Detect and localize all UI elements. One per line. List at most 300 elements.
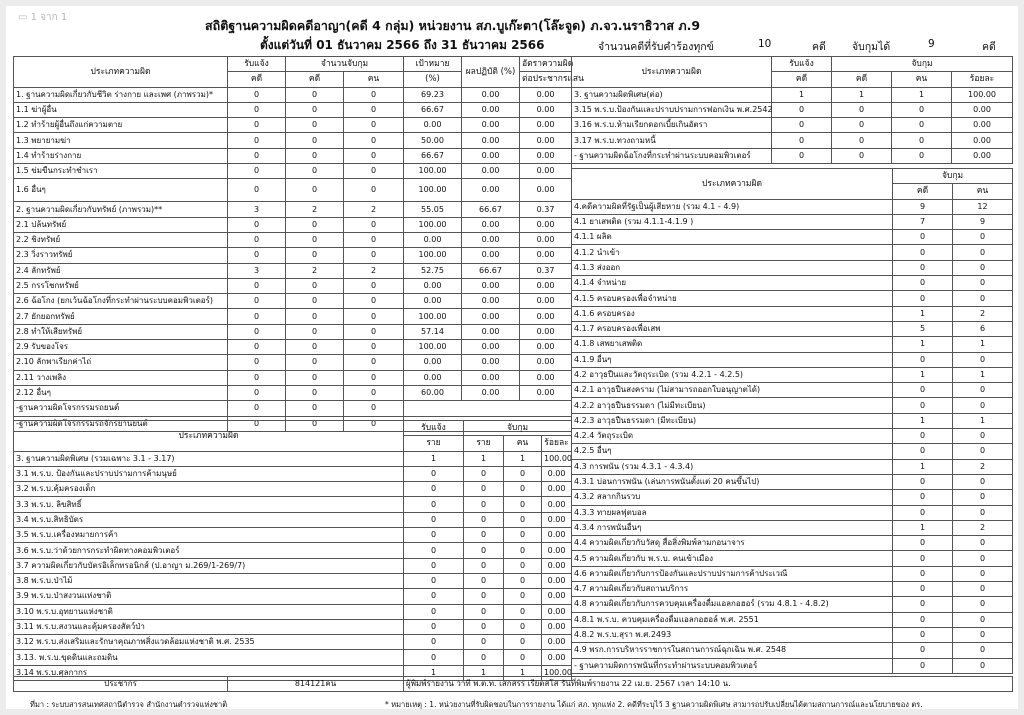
state-victim-label-cell: 4.1.2 นำเข้า: [572, 245, 893, 260]
state-victim-label-cell: 4.3.1 บ่อนการพนัน (เล่นการพนันตั้งแต่ 20 คนขึ้นไป): [572, 474, 893, 489]
special-crime-value-cell: 1: [504, 451, 542, 466]
left-table-value-cell: 0.00: [462, 340, 520, 355]
special-crime-value-cell: 0.00: [542, 589, 572, 604]
rt-header-person: คน: [892, 72, 952, 87]
left-table-value-cell: 66.67: [462, 263, 520, 278]
special-crime-value-cell: 1: [404, 665, 464, 680]
special-crime-value-cell: 0.00: [542, 635, 572, 650]
state-victim-value-cell: 0: [893, 352, 953, 367]
special-header-person: คน: [504, 436, 542, 451]
report-period: ตั้งแต่วันที่ 01 ธันวาคม 2566 ถึง 31 ธันวาคม 2566: [260, 38, 545, 52]
left-table-value-cell: 0: [286, 232, 344, 247]
special-crime-value-cell: 0: [464, 604, 504, 619]
left-table-label-cell: 2. ฐานความผิดเกี่ยวกับทรัพย์ (ภาพรวม)**: [14, 202, 228, 217]
header-received: รับแจ้ง: [228, 57, 286, 72]
special-crime-cont-label-cell: - ฐานความผิดฉ้อโกงที่กระทำผ่านระบบคอมพิวเตอร์: [572, 148, 772, 163]
special-crime-cont-value-cell: 0: [892, 102, 952, 117]
special-crime-cont-value-cell: 0: [772, 133, 832, 148]
left-table-value-cell: 0: [228, 164, 286, 179]
population-row: [13, 676, 1013, 692]
special-header-item: ราย: [404, 436, 464, 451]
cases-received-value: 10: [758, 38, 772, 50]
left-table-value-cell: 100.00: [404, 179, 462, 202]
left-table-value-cell: 0.00: [520, 340, 572, 355]
special-crime-cont-value-cell: 0: [772, 102, 832, 117]
state-victim-row: [572, 199, 1013, 214]
special-crime-value-cell: 0.00: [542, 497, 572, 512]
left-table-value-cell: 0.00: [520, 355, 572, 370]
population-label: ประชากร: [14, 677, 228, 692]
special-crime-label-cell: 3.12 พ.ร.บ.ส่งเสริมและรักษาคุณภาพสิ่งแวดล้อมแห่งชาติ พ.ศ. 2535: [14, 635, 404, 650]
state-victim-row: [572, 214, 1013, 229]
left-table-value-cell: 0.00: [404, 278, 462, 293]
vehicle-theft-value-cell: 0: [344, 401, 404, 416]
left-table-value-cell: 3: [228, 263, 286, 278]
left-table-label-cell: 2.5 กรรโชกทรัพย์: [14, 278, 228, 293]
left-table-value-cell: 0.00: [462, 294, 520, 309]
state-victim-row: [572, 505, 1013, 520]
special-crime-cont-value-cell: 0: [772, 148, 832, 163]
special-crime-cont-value-cell: 1: [772, 87, 832, 102]
left-table-value-cell: 0: [286, 324, 344, 339]
state-victim-value-cell: 0: [893, 276, 953, 291]
special-crime-label-cell: 3.6 พ.ร.บ.ว่าด้วยการกระทำผิดทางคอมพิวเตอร์: [14, 543, 404, 558]
special-crime-cont-label-cell: 3.15 พ.ร.บ.ป้องกันและปราบปรามการฟอกเงิน พ.ศ.2542: [572, 102, 772, 117]
vehicle-theft-value-cell: 0: [286, 401, 344, 416]
state-victim-value-cell: 1: [953, 367, 1013, 382]
special-crime-cont-label-cell: 3.16 พ.ร.บ.ห้ามเรียกดอกเบี้ยเกินอัตรา: [572, 118, 772, 133]
state-victim-row: [572, 429, 1013, 444]
special-crime-label-cell: 3.11 พ.ร.บ.สงวนและคุ้มครองสัตว์ป่า: [14, 619, 404, 634]
special-crime-row: [14, 543, 572, 558]
special-crime-value-cell: 0: [404, 482, 464, 497]
left-table-row: [14, 87, 572, 102]
left-table-value-cell: 0: [344, 164, 404, 179]
left-table-value-cell: 60.00: [404, 385, 462, 400]
state-victim-value-cell: 1: [893, 306, 953, 321]
header-per-pop: ต่อประชากรแสน: [520, 72, 572, 87]
state-victim-label-cell: 4.3.2 สลากกินรวบ: [572, 490, 893, 505]
left-table-value-cell: 100.00: [404, 217, 462, 232]
left-table-label-cell: 2.12 อื่นๆ: [14, 385, 228, 400]
special-crime-cont-row: [572, 102, 1013, 117]
special-crime-row: [14, 573, 572, 588]
header-person: คน: [344, 72, 404, 87]
special-crime-value-cell: 0: [504, 497, 542, 512]
left-table-label-cell: 1. ฐานความผิดเกี่ยวกับชีวิต ร่างกาย และเพศ (ภาพรวม)*: [14, 87, 228, 102]
special-crime-value-cell: 0.00: [542, 558, 572, 573]
left-table-value-cell: 0.00: [520, 370, 572, 385]
empty-cell: [404, 401, 572, 416]
state-victim-value-cell: 0: [953, 490, 1013, 505]
state-victim-row: [572, 306, 1013, 321]
state-victim-value-cell: 1: [893, 413, 953, 428]
special-crime-label-cell: 3.7 ความผิดเกี่ยวกับบัตรอิเล็กทรอนิกส์ (ป.อาญา ม.269/1-269/7): [14, 558, 404, 573]
state-victim-label-cell: 4.2.5 อื่นๆ: [572, 444, 893, 459]
left-table-row: [14, 294, 572, 309]
special-crime-cont-row: [572, 118, 1013, 133]
state-victim-row: [572, 383, 1013, 398]
left-table-row: [14, 324, 572, 339]
left-table-value-cell: 0.00: [404, 370, 462, 385]
state-victim-value-cell: 12: [953, 199, 1013, 214]
special-crime-row: [14, 604, 572, 619]
left-table-row: [14, 263, 572, 278]
left-table-row: [14, 164, 572, 179]
special-crime-value-cell: 0: [504, 558, 542, 573]
left-table-value-cell: 0: [228, 118, 286, 133]
left-table-value-cell: 0: [228, 309, 286, 324]
left-table-row: [14, 309, 572, 324]
rt-header-received: รับแจ้ง: [772, 57, 832, 72]
special-crime-value-cell: 0: [404, 589, 464, 604]
special-crime-row: [14, 558, 572, 573]
rb-header-case: คดี: [893, 184, 953, 199]
special-crime-row: [14, 589, 572, 604]
left-table-value-cell: 0.00: [520, 102, 572, 117]
special-crime-value-cell: 0: [504, 512, 542, 527]
state-victim-value-cell: 0: [893, 490, 953, 505]
left-table-value-cell: 0: [286, 370, 344, 385]
special-crime-value-cell: 0: [464, 650, 504, 665]
left-table-value-cell: 0: [286, 102, 344, 117]
left-table-value-cell: 0.00: [462, 102, 520, 117]
state-victim-value-cell: 5: [893, 321, 953, 336]
special-crime-value-cell: 0.00: [542, 528, 572, 543]
state-victim-label-cell: 4.คดีความผิดที่รัฐเป็นผู้เสียหาย (รวม 4.1 - 4.9): [572, 199, 893, 214]
left-table-value-cell: 0: [344, 148, 404, 163]
special-crime-value-cell: 0: [464, 589, 504, 604]
left-table-value-cell: 0: [286, 294, 344, 309]
state-victim-value-cell: 0: [953, 627, 1013, 642]
state-victim-value-cell: 1: [893, 520, 953, 535]
left-table-value-cell: 50.00: [404, 133, 462, 148]
cases-arrested-label: จับกุมได้: [852, 41, 891, 53]
special-crime-row: [14, 497, 572, 512]
special-crime-value-cell: 0: [464, 466, 504, 481]
vehicle-theft-label-cell: -ฐานความผิดโจรกรรมรถยนต์: [14, 401, 228, 416]
state-victim-value-cell: 2: [953, 459, 1013, 474]
left-table-value-cell: 100.00: [404, 164, 462, 179]
left-table-label-cell: 2.7 ยักยอกทรัพย์: [14, 309, 228, 324]
left-table-value-cell: 55.05: [404, 202, 462, 217]
rt-header-case: คดี: [772, 72, 832, 87]
state-victim-label-cell: 4.2.3 อาวุธปืนธรรมดา (มีทะเบียน): [572, 413, 893, 428]
left-table-value-cell: 0: [228, 340, 286, 355]
state-victim-row: [572, 490, 1013, 505]
left-table-value-cell: 0.00: [462, 164, 520, 179]
state-victim-row: [572, 444, 1013, 459]
left-table-value-cell: 0: [344, 87, 404, 102]
special-crime-cont-value-cell: 0.00: [952, 133, 1013, 148]
cases-unit-1: คดี: [812, 41, 826, 53]
header-case-2: คดี: [286, 72, 344, 87]
left-table-value-cell: 2: [344, 263, 404, 278]
state-victim-value-cell: 0: [953, 658, 1013, 673]
left-table-value-cell: 0.00: [520, 278, 572, 293]
special-crime-value-cell: 0: [404, 604, 464, 619]
special-crime-value-cell: 0.00: [542, 543, 572, 558]
special-crime-value-cell: 0: [404, 543, 464, 558]
left-table-label-cell: 1.4 ทำร้ายร่างกาย: [14, 148, 228, 163]
cases-unit-2: คดี: [982, 41, 996, 53]
left-table-value-cell: 0: [228, 385, 286, 400]
left-table-value-cell: 0.00: [462, 232, 520, 247]
state-victim-value-cell: 0: [953, 230, 1013, 245]
left-table-value-cell: 66.67: [404, 148, 462, 163]
special-crime-row: [14, 482, 572, 497]
state-victim-value-cell: 0: [893, 245, 953, 260]
left-table-label-cell: 2.10 ลักพาเรียกค่าไถ่: [14, 355, 228, 370]
page-icon: ▭: [18, 12, 28, 23]
state-victim-value-cell: 0: [893, 582, 953, 597]
special-crime-value-cell: 0.00: [542, 604, 572, 619]
rb-header-type: ประเภทความผิด: [572, 169, 893, 200]
state-victim-value-cell: 0: [893, 474, 953, 489]
state-victim-value-cell: 0: [953, 474, 1013, 489]
state-victim-value-cell: 2: [953, 306, 1013, 321]
state-victim-label-cell: 4.8.1 พ.ร.บ. ควบคุมเครื่องดื่มแอลกอฮอล์ พ.ศ. 2551: [572, 612, 893, 627]
state-victim-row: [572, 367, 1013, 382]
state-victim-label-cell: 4.2.2 อาวุธปืนธรรมดา (ไม่มีทะเบียน): [572, 398, 893, 413]
left-table-value-cell: 0: [228, 87, 286, 102]
left-table-value-cell: 0: [344, 309, 404, 324]
left-table-value-cell: 66.67: [462, 202, 520, 217]
state-victim-row: [572, 337, 1013, 352]
left-table-value-cell: 0: [344, 294, 404, 309]
special-crime-value-cell: 0: [504, 528, 542, 543]
left-table-value-cell: 0: [286, 164, 344, 179]
left-table-value-cell: 0.00: [462, 148, 520, 163]
vehicle-theft-label-cell: -ฐานความผิดโจรกรรมรถจักรยานยนต์: [14, 416, 228, 431]
left-table-value-cell: 0.00: [520, 232, 572, 247]
special-header-type: ประเภทความผิด: [14, 421, 404, 452]
state-victim-label-cell: 4.8.2 พ.ร.บ.สุรา พ.ศ.2493: [572, 627, 893, 642]
state-victim-label-cell: - ฐานความผิดการพนันที่กระทำผ่านระบบคอมพิวเตอร์: [572, 658, 893, 673]
state-victim-label-cell: 4.6 ความผิดเกี่ยวกับการป้องกันและปราบปรามการค้าประเวณี: [572, 566, 893, 581]
special-header-item-2: ราย: [464, 436, 504, 451]
left-table-row: [14, 102, 572, 117]
left-table-value-cell: 0: [286, 118, 344, 133]
state-victim-value-cell: 0: [893, 291, 953, 306]
state-victim-value-cell: 0: [893, 627, 953, 642]
special-crime-value-cell: 1: [464, 665, 504, 680]
left-table-value-cell: 0: [286, 87, 344, 102]
state-victim-value-cell: 0: [953, 260, 1013, 275]
footnote-source: ที่มา : ระบบสารสนเทศสถานีตำรวจ สำนักงานตำรวจแห่งชาติ: [30, 700, 228, 709]
left-table-value-cell: 0.00: [520, 217, 572, 232]
special-crime-value-cell: 0.00: [542, 573, 572, 588]
left-table-value-cell: 0.00: [520, 294, 572, 309]
left-table-label-cell: 2.2 ชิงทรัพย์: [14, 232, 228, 247]
state-victim-row: [572, 643, 1013, 658]
state-victim-value-cell: 0: [953, 383, 1013, 398]
state-victim-value-cell: 0: [893, 643, 953, 658]
footnote-remark: * หมายเหตุ : 1. หน่วยงานที่รับผิดชอบในการรายงาน ได้แก่ สภ. ทุกแห่ง 2. คดีที่ระบุไว้ 3 ฐานความผิดพิเศษ สามารถปรับเปลี่ยนได้ตามสถานการณ์และนโยบายของ ตร.: [385, 700, 923, 709]
state-victim-value-cell: 1: [893, 459, 953, 474]
left-table-value-cell: 0: [344, 278, 404, 293]
special-crime-cont-row: [572, 133, 1013, 148]
left-table-label-cell: 2.4 ลักทรัพย์: [14, 263, 228, 278]
special-crime-cont-label-cell: 3.17 พ.ร.บ.ทวงถามหนี้: [572, 133, 772, 148]
special-crime-cont-value-cell: 0.00: [952, 118, 1013, 133]
left-table-row: [14, 217, 572, 232]
left-table-value-cell: 0.00: [462, 248, 520, 263]
state-victim-value-cell: 0: [953, 505, 1013, 520]
left-table-value-cell: 0: [228, 294, 286, 309]
special-crime-value-cell: 1: [404, 451, 464, 466]
special-crime-row: [14, 466, 572, 481]
header-result: ผลปฏิบัติ (%): [462, 57, 520, 88]
special-crime-value-cell: 0: [504, 619, 542, 634]
left-table-value-cell: 0: [286, 148, 344, 163]
special-crime-table-continued: [571, 56, 1013, 164]
state-victim-value-cell: 0: [953, 352, 1013, 367]
special-crime-cont-value-cell: 0.00: [952, 148, 1013, 163]
special-crime-label-cell: 3.3 พ.ร.บ. ลิขสิทธิ์: [14, 497, 404, 512]
special-crime-value-cell: 0: [504, 482, 542, 497]
left-table-value-cell: 0.00: [520, 179, 572, 202]
special-crime-value-cell: 0.00: [542, 466, 572, 481]
special-crime-table: [13, 420, 572, 681]
special-crime-cont-label-cell: 3. ฐานความผิดพิเศษ(ต่อ): [572, 87, 772, 102]
left-table-value-cell: 0.37: [520, 263, 572, 278]
left-table-value-cell: 0.00: [520, 118, 572, 133]
state-victim-label-cell: 4.1 ยาเสพติด (รวม 4.1.1-4.1.9 ): [572, 214, 893, 229]
rb-header-arrest: จับกุม: [893, 169, 1013, 184]
special-crime-cont-row: [572, 148, 1013, 163]
state-victim-value-cell: 2: [953, 520, 1013, 535]
special-crime-label-cell: 3.9 พ.ร.บ.ป่าสงวนแห่งชาติ: [14, 589, 404, 604]
state-victim-value-cell: 0: [893, 383, 953, 398]
left-table-value-cell: 0: [228, 148, 286, 163]
state-victim-row: [572, 597, 1013, 612]
left-table-row: [14, 370, 572, 385]
special-crime-value-cell: 0: [404, 558, 464, 573]
special-crime-value-cell: 0: [404, 528, 464, 543]
left-table-value-cell: 0.00: [520, 248, 572, 263]
state-victim-row: [572, 474, 1013, 489]
left-table-row: [14, 148, 572, 163]
special-crime-value-cell: 0: [464, 573, 504, 588]
state-victim-value-cell: 1: [893, 367, 953, 382]
left-table-value-cell: 0: [286, 179, 344, 202]
special-crime-row: [14, 650, 572, 665]
left-table-value-cell: 0: [228, 232, 286, 247]
left-table-label-cell: 1.6 อื่นๆ: [14, 179, 228, 202]
left-table-value-cell: 0: [344, 340, 404, 355]
left-table-row: [14, 355, 572, 370]
state-victim-label-cell: 4.7 ความผิดเกี่ยวกับสถานบริการ: [572, 582, 893, 597]
special-crime-label-cell: 3.14 พ.ร.บ.ศุลกากร: [14, 665, 404, 680]
left-table-value-cell: 0.00: [520, 133, 572, 148]
special-crime-value-cell: 0: [504, 466, 542, 481]
special-crime-value-cell: 0: [504, 650, 542, 665]
left-table-value-cell: 0.00: [462, 217, 520, 232]
special-crime-value-cell: 100.00: [542, 451, 572, 466]
rb-header-person: คน: [953, 184, 1013, 199]
special-crime-row: [14, 512, 572, 527]
state-victim-value-cell: 0: [953, 429, 1013, 444]
special-crime-value-cell: 0: [404, 497, 464, 512]
special-crime-row: [14, 619, 572, 634]
cases-received-label: จำนวนคดีที่รับคำร้องทุกข์: [598, 41, 714, 53]
state-victim-crime-table: [571, 168, 1013, 674]
special-header-percent: ร้อยละ: [542, 436, 572, 451]
state-victim-value-cell: 9: [953, 214, 1013, 229]
left-table-label-cell: 1.5 ข่มขืนกระทำชำเรา: [14, 164, 228, 179]
special-crime-value-cell: 0: [464, 482, 504, 497]
state-victim-label-cell: 4.1.6 ครอบครอง: [572, 306, 893, 321]
special-crime-value-cell: 0.00: [542, 482, 572, 497]
left-table-row: [14, 340, 572, 355]
page-indicator: [18, 10, 67, 25]
population-value: 814121คน: [228, 677, 404, 692]
state-victim-value-cell: 0: [893, 260, 953, 275]
special-crime-row: [14, 635, 572, 650]
state-victim-row: [572, 321, 1013, 336]
left-table-row: [14, 385, 572, 400]
left-table-value-cell: 66.67: [404, 102, 462, 117]
special-crime-cont-value-cell: 0: [772, 118, 832, 133]
special-header-arrest: จับกุม: [464, 421, 572, 436]
state-victim-value-cell: 0: [893, 551, 953, 566]
header-percent: (%): [404, 72, 462, 87]
state-victim-row: [572, 230, 1013, 245]
left-table-row: [14, 202, 572, 217]
state-victim-label-cell: 4.2.1 อาวุธปืนสงคราม (ไม่สามารถออกใบอนุญาตได้): [572, 383, 893, 398]
left-table-value-cell: 0: [228, 217, 286, 232]
left-table-row: [14, 232, 572, 247]
state-victim-value-cell: 0: [953, 276, 1013, 291]
left-table-value-cell: 0: [228, 102, 286, 117]
left-table-label-cell: 2.9 รับของโจร: [14, 340, 228, 355]
special-crime-value-cell: 0: [404, 635, 464, 650]
left-table-value-cell: 2: [344, 202, 404, 217]
left-table-value-cell: 0.00: [462, 179, 520, 202]
left-table-value-cell: 0.00: [462, 324, 520, 339]
vehicle-theft-value-cell: 0: [344, 416, 404, 431]
state-victim-label-cell: 4.1.8 เสพยาเสพติด: [572, 337, 893, 352]
left-table-value-cell: 0: [344, 217, 404, 232]
special-crime-label-cell: 3. ฐานความผิดพิเศษ (รวมเฉพาะ 3.1 - 3.17): [14, 451, 404, 466]
left-table-value-cell: 0: [344, 133, 404, 148]
state-victim-row: [572, 551, 1013, 566]
left-table-label-cell: 2.3 วิ่งราวทรัพย์: [14, 248, 228, 263]
state-victim-label-cell: 4.4 ความผิดเกี่ยวกับวัสดุ สื่อสิ่งพิมพ์ลามกอนาจาร: [572, 536, 893, 551]
state-victim-value-cell: 6: [953, 321, 1013, 336]
special-crime-value-cell: 0: [404, 466, 464, 481]
left-table-value-cell: 0.00: [404, 355, 462, 370]
state-victim-label-cell: 4.3 การพนัน (รวม 4.3.1 - 4.3.4): [572, 459, 893, 474]
special-crime-cont-value-cell: 0: [832, 133, 892, 148]
left-table-value-cell: 0: [228, 179, 286, 202]
special-crime-cont-value-cell: 0: [892, 118, 952, 133]
state-victim-value-cell: 0: [893, 429, 953, 444]
vehicle-theft-value-cell: 0: [228, 416, 286, 431]
special-crime-cont-row: [572, 87, 1013, 102]
left-table-value-cell: 2: [286, 202, 344, 217]
left-table-value-cell: 0.00: [520, 148, 572, 163]
header-target: เป้าหมาย: [404, 57, 462, 72]
left-table-label-cell: 2.6 ฉ้อโกง (ยกเว้นฉ้อโกงที่กระทำผ่านระบบคอมพิวเตอร์): [14, 294, 228, 309]
special-crime-value-cell: 0: [464, 528, 504, 543]
special-crime-value-cell: 0.00: [542, 619, 572, 634]
state-victim-value-cell: 0: [893, 612, 953, 627]
state-victim-value-cell: 0: [953, 612, 1013, 627]
left-table-value-cell: 0.00: [462, 133, 520, 148]
left-table-value-cell: 0.00: [462, 309, 520, 324]
